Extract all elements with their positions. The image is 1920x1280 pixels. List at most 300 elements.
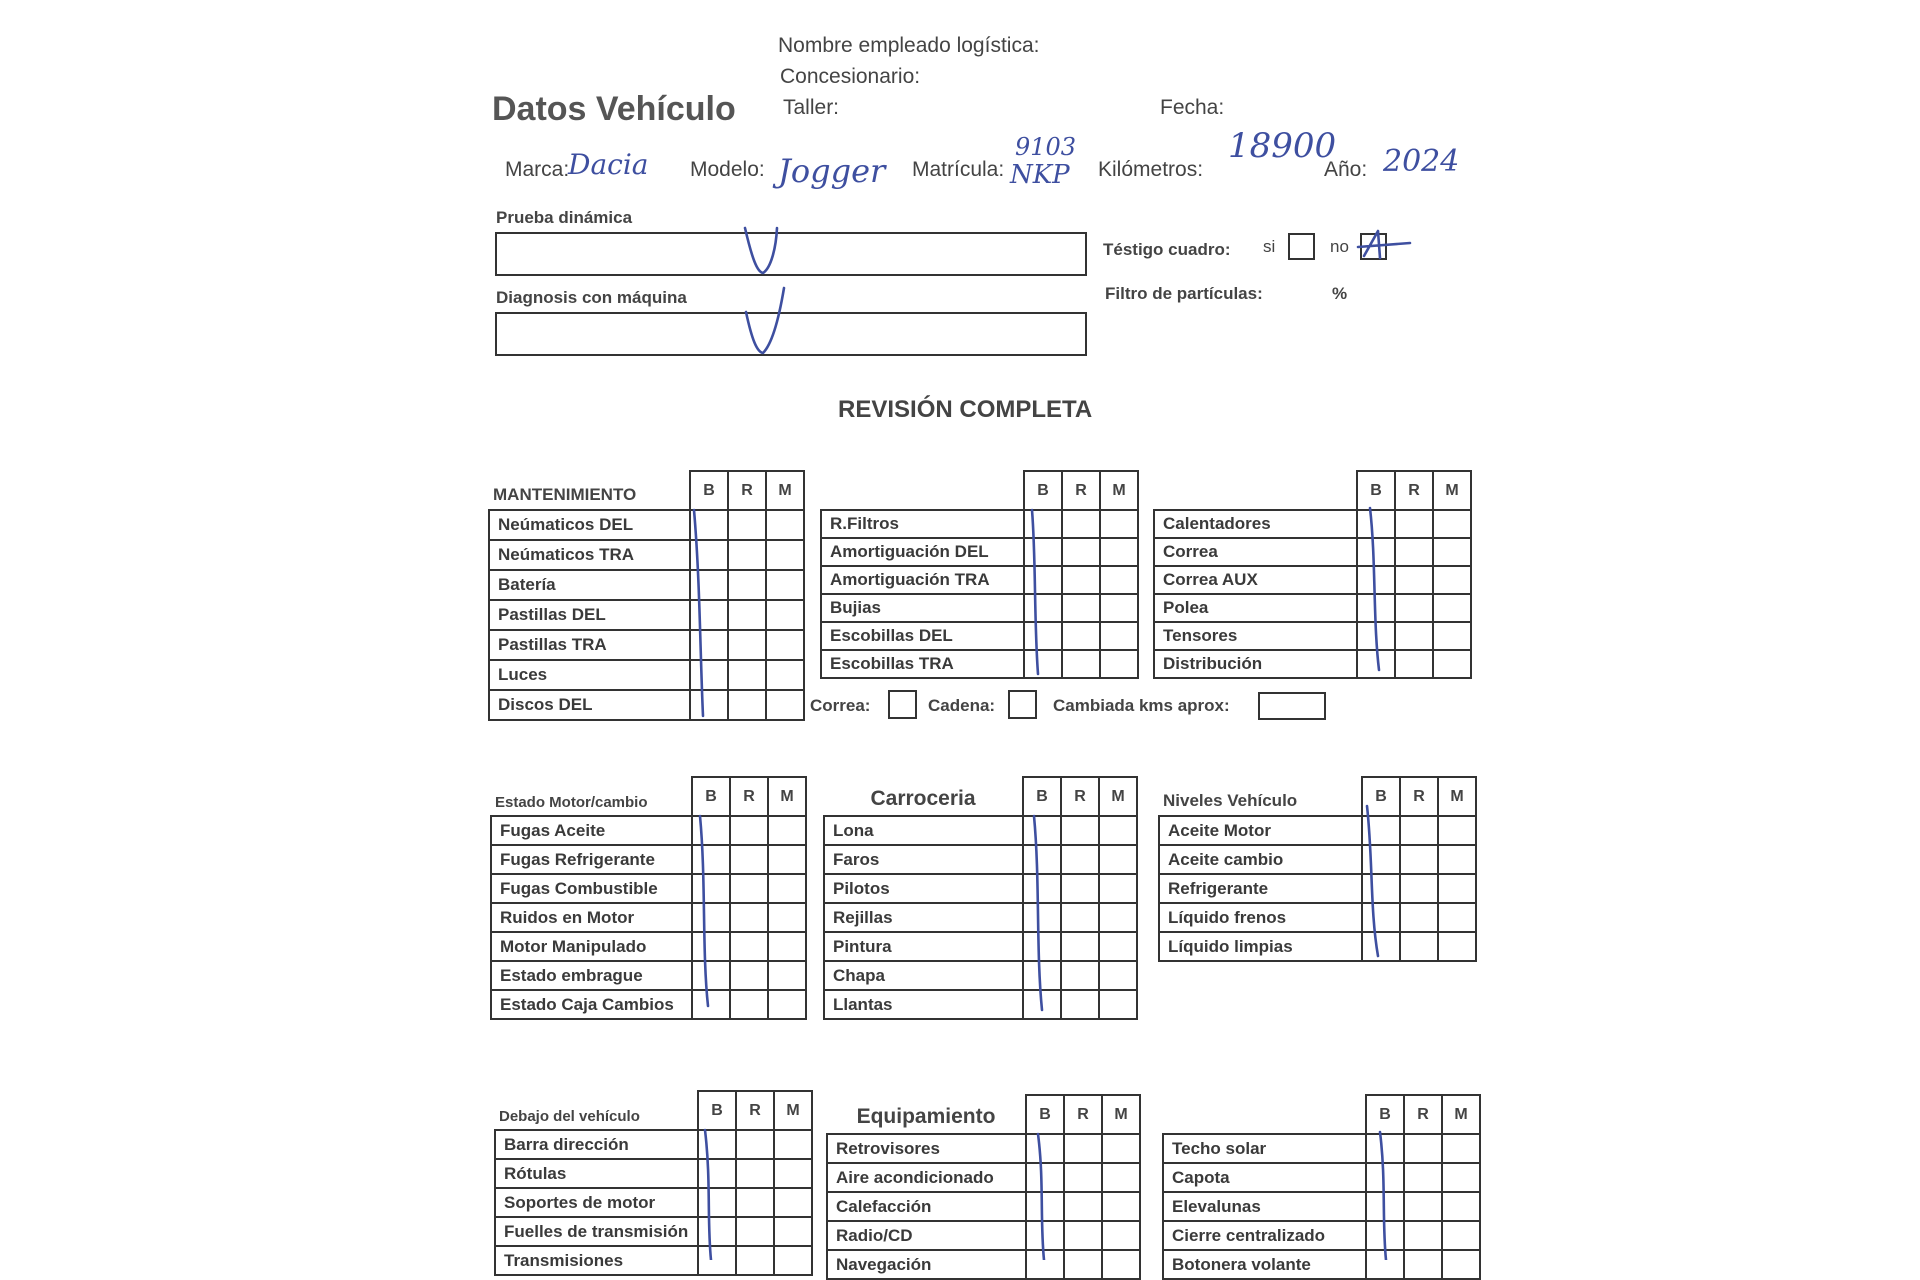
check-cell-r[interactable] [728,570,766,600]
row-label: Neúmaticos TRA [489,540,690,570]
check-cell-m[interactable] [1099,990,1137,1019]
row-label: Navegación [827,1250,1026,1279]
table-row [827,1163,1140,1192]
col-header-b: B [1023,777,1061,816]
check-cell-m[interactable] [1442,1163,1480,1192]
check-cell-r[interactable] [728,660,766,690]
check-cell-b[interactable] [1026,1192,1064,1221]
row-label: Fugas Combustible [491,874,692,903]
check-cell-r[interactable] [728,600,766,630]
table-row [824,961,1137,990]
check-cell-r[interactable] [736,1188,774,1217]
check-cell-b[interactable] [692,932,730,961]
filtro-unit: % [1332,284,1348,303]
check-cell-b[interactable] [692,903,730,932]
check-cell-r[interactable] [730,874,768,903]
check-cell-r[interactable] [1064,1221,1102,1250]
check-cell-b[interactable] [1024,510,1062,538]
filtros-table-title [821,471,1024,510]
check-cell-r[interactable] [1062,650,1100,678]
table-row [1154,510,1471,538]
check-cell-m[interactable] [766,690,804,720]
check-cell-b[interactable] [698,1217,736,1246]
check-cell-m[interactable] [766,570,804,600]
row-label: Escobillas TRA [821,650,1024,678]
check-cell-m[interactable] [766,600,804,630]
check-cell-r[interactable] [1061,932,1099,961]
table-row [489,660,804,690]
check-cell-r[interactable] [736,1130,774,1159]
table-row [1154,594,1471,622]
check-cell-b[interactable] [1024,622,1062,650]
check-cell-m[interactable] [1102,1250,1140,1279]
check-cell-m[interactable] [1438,932,1476,961]
check-cell-b[interactable] [1357,622,1395,650]
check-cell-m[interactable] [774,1217,812,1246]
check-cell-m[interactable] [768,845,806,874]
table-row [1163,1221,1480,1250]
check-cell-r[interactable] [1064,1250,1102,1279]
check-cell-b[interactable] [690,510,728,540]
kilometros-label: Kilómetros: [1098,158,1204,181]
check-cell-r[interactable] [1395,594,1433,622]
col-header-m: M [766,471,804,510]
col-header-r: R [1062,471,1100,510]
row-label: Líquido frenos [1159,903,1362,932]
check-cell-b[interactable] [1023,845,1061,874]
check-cell-r[interactable] [1395,622,1433,650]
table-niveles [1158,776,1477,962]
check-cell-m[interactable] [774,1130,812,1159]
check-cell-b[interactable] [1023,932,1061,961]
check-cell-b[interactable] [1024,650,1062,678]
check-cell-m[interactable] [768,961,806,990]
col-header-r: R [728,471,766,510]
check-cell-b[interactable] [690,690,728,720]
check-cell-r[interactable] [1064,1134,1102,1163]
table-row [491,903,806,932]
table-row [1163,1134,1480,1163]
check-cell-b[interactable] [692,961,730,990]
check-cell-b[interactable] [1366,1163,1404,1192]
prueba-dinamica-box[interactable] [495,232,1087,276]
check-cell-r[interactable] [1061,845,1099,874]
table-row [821,538,1138,566]
check-cell-b[interactable] [690,540,728,570]
col-header-m: M [1442,1095,1480,1134]
check-cell-b[interactable] [1024,538,1062,566]
table-row [821,622,1138,650]
check-cell-m[interactable] [1100,594,1138,622]
calentadores-table-title [1154,471,1357,510]
row-label: Estado Caja Cambios [491,990,692,1019]
check-cell-b[interactable] [1366,1192,1404,1221]
table-mantenimiento [488,470,805,721]
table-row [1159,816,1476,845]
row-label: Neúmaticos DEL [489,510,690,540]
row-label: Discos DEL [489,690,690,720]
check-cell-m[interactable] [774,1188,812,1217]
check-cell-b[interactable] [1357,566,1395,594]
check-cell-m[interactable] [1433,510,1471,538]
check-cell-r[interactable] [1404,1250,1442,1279]
col-header-b: B [1024,471,1062,510]
col-header-r: R [736,1091,774,1130]
check-cell-m[interactable] [1100,566,1138,594]
table-row [824,845,1137,874]
check-cell-m[interactable] [1100,510,1138,538]
debajo-table-title: Debajo del vehículo [499,1108,640,1125]
check-cell-r[interactable] [730,961,768,990]
col-header-b: B [1026,1095,1064,1134]
check-cell-r[interactable] [1061,961,1099,990]
table-row [821,566,1138,594]
row-label: Cierre centralizado [1163,1221,1366,1250]
check-cell-r[interactable] [1404,1163,1442,1192]
table-row [495,1246,812,1275]
matricula-label: Matrícula: [912,158,1005,181]
check-cell-m[interactable] [1102,1192,1140,1221]
check-cell-b[interactable] [690,600,728,630]
row-label: Rótulas [495,1159,698,1188]
check-cell-m[interactable] [1438,874,1476,903]
matricula-value-bottom: NKP [1010,160,1070,190]
check-cell-r[interactable] [736,1159,774,1188]
modelo-label: Modelo: [690,158,765,181]
check-cell-r[interactable] [736,1217,774,1246]
check-cell-m[interactable] [1433,622,1471,650]
check-cell-m[interactable] [1102,1134,1140,1163]
check-cell-r[interactable] [1062,510,1100,538]
check-cell-m[interactable] [774,1246,812,1275]
carroceria-table-title: Carroceria [870,787,976,810]
check-cell-m[interactable] [766,510,804,540]
check-cell-b[interactable] [1362,932,1400,961]
check-cell-r[interactable] [728,630,766,660]
row-label: Barra dirección [495,1130,698,1159]
check-cell-r[interactable] [1061,903,1099,932]
check-cell-r[interactable] [1395,566,1433,594]
check-cell-m[interactable] [1442,1221,1480,1250]
ano-label: Año: [1324,158,1368,181]
check-cell-b[interactable] [692,845,730,874]
check-cell-b[interactable] [1026,1163,1064,1192]
fecha-label: Fecha: [1160,96,1225,119]
check-cell-b[interactable] [1357,594,1395,622]
table-row [491,990,806,1019]
check-cell-b[interactable] [1023,874,1061,903]
row-label: Capota [1163,1163,1366,1192]
table-row [1159,932,1476,961]
mantenimiento-table-title: MANTENIMIENTO [493,485,637,504]
table-row [495,1188,812,1217]
col-header-m: M [774,1091,812,1130]
table-filtros [820,470,1139,679]
row-label: Escobillas DEL [821,622,1024,650]
row-label: Faros [824,845,1023,874]
table-row [489,540,804,570]
check-cell-m[interactable] [1099,961,1137,990]
check-cell-r[interactable] [730,845,768,874]
row-label: Transmisiones [495,1246,698,1275]
check-cell-r[interactable] [1395,650,1433,678]
col-header-b: B [1362,777,1400,816]
row-label: Radio/CD [827,1221,1026,1250]
check-cell-m[interactable] [1438,845,1476,874]
check-cell-b[interactable] [1366,1134,1404,1163]
check-cell-r[interactable] [1404,1192,1442,1221]
row-label: Distribución [1154,650,1357,678]
check-cell-m[interactable] [1442,1192,1480,1221]
row-label: Pilotos [824,874,1023,903]
table-row [1163,1192,1480,1221]
check-cell-m[interactable] [1433,594,1471,622]
check-cell-m[interactable] [1099,816,1137,845]
diagnosis-label: Diagnosis con máquina [496,288,687,307]
col-header-r: R [1061,777,1099,816]
check-cell-m[interactable] [1099,903,1137,932]
row-label: Aceite cambio [1159,845,1362,874]
check-cell-m[interactable] [1102,1221,1140,1250]
table-row [824,932,1137,961]
check-cell-r[interactable] [728,690,766,720]
check-cell-b[interactable] [692,990,730,1019]
check-cell-b[interactable] [1366,1221,1404,1250]
row-label: Ruidos en Motor [491,903,692,932]
table-row [821,510,1138,538]
check-cell-m[interactable] [1100,650,1138,678]
check-cell-b[interactable] [1026,1221,1064,1250]
col-header-b: B [698,1091,736,1130]
check-cell-b[interactable] [1026,1134,1064,1163]
table-row [1154,566,1471,594]
check-cell-r[interactable] [1395,538,1433,566]
row-label: Pintura [824,932,1023,961]
table-row [827,1250,1140,1279]
row-label: Aire acondicionado [827,1163,1026,1192]
check-cell-b[interactable] [1023,961,1061,990]
table-row [1163,1250,1480,1279]
col-header-m: M [1099,777,1137,816]
check-cell-b[interactable] [692,816,730,845]
check-cell-m[interactable] [768,932,806,961]
check-cell-b[interactable] [1024,566,1062,594]
check-cell-r[interactable] [1400,874,1438,903]
ano-value: 2024 [1383,144,1460,179]
check-cell-b[interactable] [692,874,730,903]
row-label: Elevalunas [1163,1192,1366,1221]
row-label: Fugas Aceite [491,816,692,845]
check-cell-m[interactable] [1438,816,1476,845]
kilometros-value: 18900 [1228,126,1337,166]
check-cell-m[interactable] [1442,1134,1480,1163]
check-cell-r[interactable] [1400,845,1438,874]
check-cell-m[interactable] [1433,538,1471,566]
cadena-checkbox[interactable] [1008,690,1037,719]
check-cell-b[interactable] [690,660,728,690]
check-cell-r[interactable] [1062,566,1100,594]
table-row [821,650,1138,678]
testigo-cuadro-label: Téstigo cuadro: [1103,240,1231,259]
row-label: Soportes de motor [495,1188,698,1217]
check-cell-b[interactable] [1357,510,1395,538]
check-cell-r[interactable] [1404,1134,1442,1163]
row-label: Calefacción [827,1192,1026,1221]
row-label: Techo solar [1163,1134,1366,1163]
si-label: si [1263,237,1276,256]
row-label: Rejillas [824,903,1023,932]
check-cell-b[interactable] [1357,650,1395,678]
table-carroceria [823,776,1138,1020]
testigo-no-checkbox[interactable] [1360,233,1387,260]
row-label: Pastillas DEL [489,600,690,630]
row-label: Amortiguación TRA [821,566,1024,594]
row-label: Fuelles de transmisión [495,1217,698,1246]
check-cell-r[interactable] [1404,1221,1442,1250]
check-cell-r[interactable] [1064,1192,1102,1221]
row-label: R.Filtros [821,510,1024,538]
col-header-b: B [692,777,730,816]
niveles-table-title: Niveles Vehículo [1163,791,1298,810]
check-cell-m[interactable] [1433,650,1471,678]
check-cell-b[interactable] [1366,1250,1404,1279]
check-cell-b[interactable] [1026,1250,1064,1279]
col-header-r: R [1404,1095,1442,1134]
testigo-si-checkbox[interactable] [1288,233,1315,260]
check-cell-b[interactable] [690,570,728,600]
correa-label: Correa: [810,696,871,715]
check-cell-b[interactable] [1023,903,1061,932]
table-row [824,874,1137,903]
check-cell-m[interactable] [1100,622,1138,650]
nombre-empleado-label: Nombre empleado logística: [778,34,1040,57]
col-header-b: B [690,471,728,510]
row-label: Botonera volante [1163,1250,1366,1279]
check-cell-m[interactable] [768,903,806,932]
check-cell-r[interactable] [1400,932,1438,961]
check-cell-m[interactable] [1099,845,1137,874]
check-cell-b[interactable] [1362,874,1400,903]
check-cell-r[interactable] [1400,816,1438,845]
table-row [495,1159,812,1188]
check-cell-b[interactable] [1023,816,1061,845]
taller-label: Taller: [783,96,840,119]
revision-completa-title: REVISIÓN COMPLETA [838,396,1093,423]
check-cell-r[interactable] [1062,594,1100,622]
check-cell-r[interactable] [1062,622,1100,650]
diagnosis-box[interactable] [495,312,1087,356]
table-row [824,903,1137,932]
check-cell-r[interactable] [1395,510,1433,538]
check-cell-r[interactable] [736,1246,774,1275]
table-row [489,510,804,540]
check-cell-m[interactable] [768,874,806,903]
datos-vehiculo-title: Datos Vehículo [492,90,736,128]
marca-value: Dacia [568,148,649,181]
table-row [489,690,804,720]
check-cell-m[interactable] [1102,1163,1140,1192]
check-cell-m[interactable] [1433,566,1471,594]
check-cell-r[interactable] [728,510,766,540]
check-cell-m[interactable] [768,816,806,845]
check-cell-b[interactable] [698,1188,736,1217]
row-label: Fugas Refrigerante [491,845,692,874]
table-row [491,932,806,961]
check-cell-m[interactable] [766,630,804,660]
check-cell-b[interactable] [690,630,728,660]
table-equipamiento [826,1094,1141,1280]
col-header-r: R [1064,1095,1102,1134]
check-cell-m[interactable] [766,660,804,690]
check-cell-m[interactable] [1100,538,1138,566]
check-cell-b[interactable] [698,1159,736,1188]
cambiada-kms-label: Cambiada kms aprox: [1053,696,1230,715]
check-cell-r[interactable] [1400,903,1438,932]
check-cell-r[interactable] [730,903,768,932]
check-cell-r[interactable] [1061,874,1099,903]
row-label: Calentadores [1154,510,1357,538]
check-cell-b[interactable] [1362,903,1400,932]
cambiada-kms-field[interactable] [1258,692,1326,720]
table-techo [1162,1094,1481,1280]
row-label: Correa AUX [1154,566,1357,594]
check-cell-r[interactable] [1061,816,1099,845]
equipamiento-table-title: Equipamiento [856,1105,996,1128]
check-cell-m[interactable] [1099,932,1137,961]
check-cell-r[interactable] [1061,990,1099,1019]
check-cell-m[interactable] [1438,903,1476,932]
table-row [489,570,804,600]
table-row [1163,1163,1480,1192]
check-cell-b[interactable] [1362,845,1400,874]
check-cell-r[interactable] [728,540,766,570]
check-cell-m[interactable] [768,990,806,1019]
table-row [824,816,1137,845]
check-cell-b[interactable] [698,1246,736,1275]
check-cell-m[interactable] [774,1159,812,1188]
check-cell-b[interactable] [1362,816,1400,845]
check-cell-b[interactable] [1024,594,1062,622]
filtro-particulas-label: Filtro de partículas: [1105,284,1263,303]
check-cell-r[interactable] [1062,538,1100,566]
row-label: Luces [489,660,690,690]
correa-checkbox[interactable] [888,690,917,719]
check-cell-b[interactable] [1023,990,1061,1019]
techo-table-title [1163,1095,1366,1134]
check-cell-r[interactable] [730,816,768,845]
check-cell-b[interactable] [698,1130,736,1159]
matricula-value-top: 9103 [1015,133,1077,161]
table-row [489,630,804,660]
check-cell-r[interactable] [730,990,768,1019]
modelo-value: Jogger [778,152,886,190]
row-label: Amortiguación DEL [821,538,1024,566]
row-label: Líquido limpias [1159,932,1362,961]
table-row [1159,903,1476,932]
table-row [1154,538,1471,566]
check-cell-m[interactable] [1099,874,1137,903]
check-cell-m[interactable] [1442,1250,1480,1279]
check-cell-m[interactable] [766,540,804,570]
check-cell-r[interactable] [730,932,768,961]
row-label: Llantas [824,990,1023,1019]
check-cell-r[interactable] [1064,1163,1102,1192]
col-header-r: R [730,777,768,816]
check-cell-b[interactable] [1357,538,1395,566]
row-label: Estado embrague [491,961,692,990]
row-label: Batería [489,570,690,600]
col-header-m: M [1102,1095,1140,1134]
